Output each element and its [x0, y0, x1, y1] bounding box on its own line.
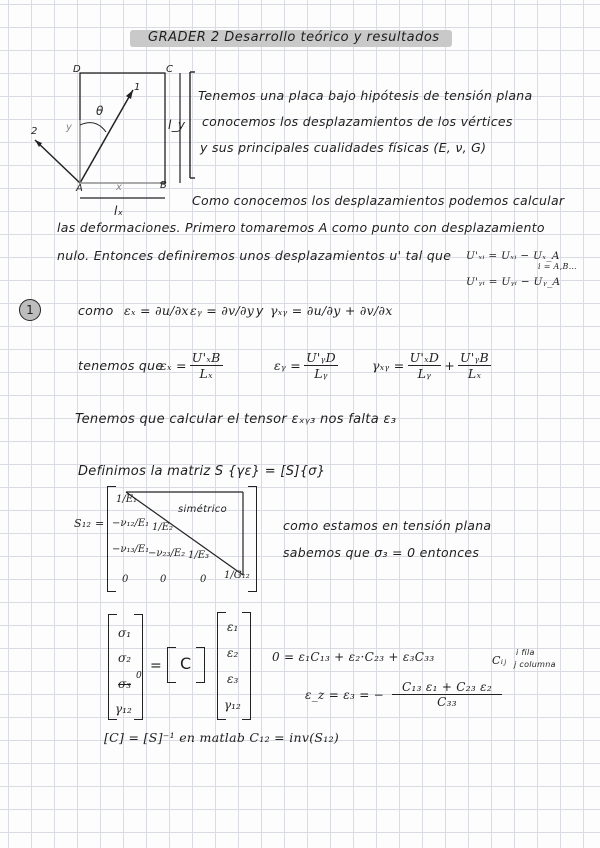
intro-line-3: y sus principales cualidades físicas (E, ν, G) — [200, 140, 487, 155]
eps3-solution: ε_z = ε₃ = − $\frac{\text{C₁₃ ε₁ + C₂₃ ε₂}}{\text{C₃₃}}$ — [305, 680, 505, 709]
como-label: como — [78, 303, 114, 318]
x-axis-label: x — [116, 182, 123, 193]
eps-1: ε₁ — [227, 620, 239, 634]
matrix-cell-22: 1/E₂ — [152, 522, 174, 533]
intro-line-2: conocemos los desplazamientos de los vértices — [202, 114, 513, 129]
c-inverse-line: [C] = [S]⁻¹ en matlab C₁₂ = inv(S₁₂) — [104, 730, 340, 745]
strain-y-result: εᵧ = $\frac{\text{U'ᵧD}}{\text{Lᵧ}}$ — [274, 350, 336, 381]
matrix-definition-line: Definimos la matriz S {γε} = [S]{σ} — [78, 464, 326, 479]
shear-def: γₓᵧ = ∂u/∂y + ∂v/∂x — [270, 303, 393, 318]
theta-label: θ — [96, 104, 104, 118]
sigma-1: σ₁ — [118, 626, 132, 640]
intro-line-1: Tenemos una placa bajo hipótesis de tensión plana — [198, 88, 533, 103]
system-equals: = — [150, 658, 163, 674]
gamma-12-right: γ₁₂ — [224, 698, 241, 712]
c-left-bracket — [167, 647, 176, 683]
disp-def-y: U'ᵧᵢ = Uᵧᵢ − Uᵧ_A — [466, 276, 561, 288]
corner-B: B — [160, 180, 168, 191]
strain-y-def: εᵧ = ∂v/∂y — [190, 303, 255, 318]
disp-def-x: U'ₓᵢ = Uₓᵢ − Uₓ_A — [466, 250, 560, 262]
vector-1-label: 1 — [134, 82, 141, 93]
corner-A: A — [76, 183, 84, 194]
matrix-cell-32: −ν₂₃/E₂ — [148, 548, 186, 559]
vector-2-label: 2 — [31, 126, 38, 137]
matrix-cell-44: 1/G₁₂ — [224, 570, 250, 581]
para2-line-3: nulo. Entonces definiremos unos desplazamientos u' tal que — [57, 248, 452, 263]
para2-line-2: las deformaciones. Primero tomaremos A como punto con desplazamiento — [57, 220, 545, 235]
strain-x-def: εₓ = ∂u/∂x — [124, 303, 189, 318]
y-axis-label: y — [66, 122, 73, 133]
matrix-cell-42: 0 — [160, 574, 167, 585]
sigma-3: σ₃ — [118, 677, 132, 691]
ly-label: l_y — [168, 118, 186, 132]
s12-label: S₁₂ = — [74, 517, 105, 530]
cij-note-col: j columna — [514, 660, 556, 669]
gamma-12-left: γ₁₂ — [115, 702, 132, 716]
sigma-3-zero: 0 — [136, 671, 142, 681]
shear-result: γₓᵧ = $\frac{\text{U'ₓD}}{\text{Lᵧ}}$ + $\frac{\text{U'ᵧB}}{\text{Lₓ}}$ — [372, 350, 490, 381]
matrix-cell-41: 0 — [122, 574, 129, 585]
matrix-cell-31: −ν₁₃/E₁ — [112, 544, 150, 555]
strain-x-result: εₓ = $\frac{\text{U'ₓB}}{\text{Lₓ}}$ — [160, 350, 221, 381]
matrix-cell-33: 1/E₃ — [188, 550, 210, 561]
c-right-bracket — [196, 647, 205, 683]
page-title: GRADER 2 Desarrollo teórico y resultados — [148, 30, 440, 45]
cij-label: Cᵢⱼ — [492, 654, 507, 667]
c-matrix-symbol: C — [180, 654, 192, 673]
tenemos-label: tenemos que — [78, 358, 164, 373]
corner-D: D — [73, 64, 82, 75]
step-number-badge: 1 — [19, 299, 41, 321]
equation-zero: 0 = ε₁C₁₃ + ε₂·C₂₃ + ε₃C₃₃ — [272, 650, 435, 664]
cij-note-row: i fila — [516, 648, 535, 657]
para2-line-1: Como conocemos los desplazamientos podemos calcular — [192, 193, 565, 208]
eps-right-bracket — [242, 612, 251, 720]
eps-2: ε₂ — [227, 646, 239, 660]
plane-stress-note-2: sabemos que σ₃ = 0 entonces — [283, 545, 480, 560]
corner-C: C — [166, 64, 174, 75]
sigma-right-bracket — [134, 614, 143, 720]
sigma-2: σ₂ — [118, 651, 132, 665]
tensor-line: Tenemos que calcular el tensor εₓᵧ₃ nos falta ε₃ — [75, 412, 397, 427]
simetrico-label: simétrico — [178, 504, 228, 515]
matrix-cell-43: 0 — [200, 574, 207, 585]
eps-3: ε₃ — [227, 672, 239, 686]
matrix-cell-21: −ν₁₂/E₁ — [112, 518, 150, 529]
matrix-cell-11: 1/E₁ — [116, 494, 138, 505]
disp-def-note: i = A,B… — [538, 262, 577, 271]
lx-label: lₓ — [114, 204, 124, 218]
y-conjunction: y — [256, 303, 264, 318]
plane-stress-note-1: como estamos en tensión plana — [283, 518, 492, 533]
